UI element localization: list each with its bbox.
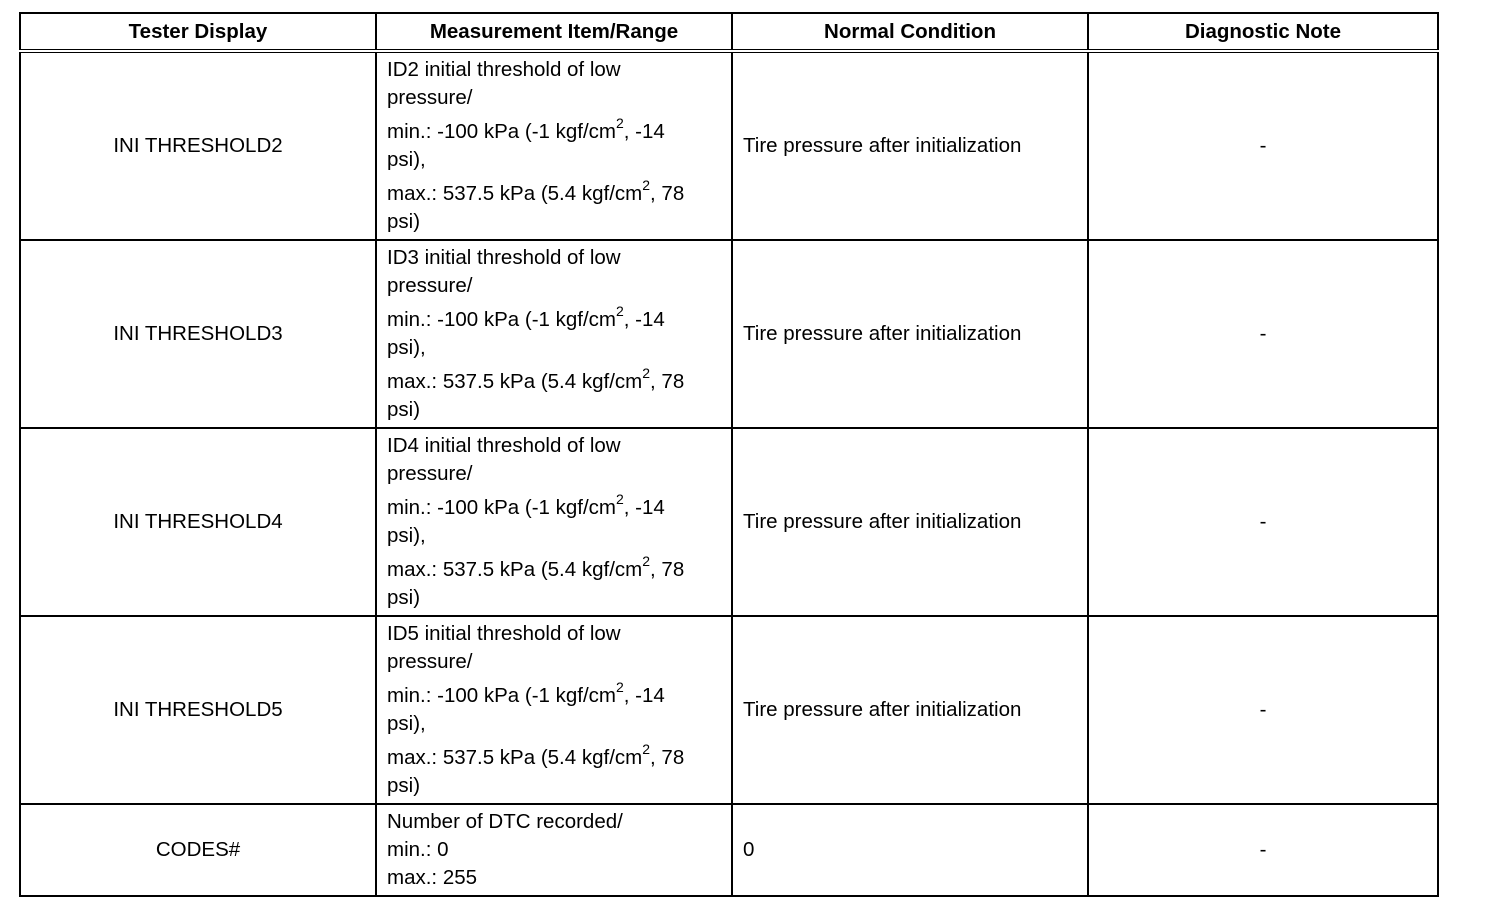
range-min-cont: psi), [387, 336, 426, 359]
range-max-text-end: , 78 [650, 370, 685, 393]
diagnostic-note-cell: - [1088, 240, 1438, 428]
table-row [20, 804, 1438, 896]
table-row [20, 428, 1438, 616]
measurement-range-cell [376, 804, 732, 896]
range-max: max.: 255 [387, 866, 478, 889]
range-max [387, 365, 721, 396]
range-max [387, 741, 721, 772]
range-max-text-end: , 78 [650, 182, 685, 205]
normal-condition-cell: Tire pressure after initialization [732, 616, 1088, 804]
range-min-text: min.: -100 kPa (-1 kgf/cm [387, 308, 616, 331]
range-max-text: max.: 537.5 kPa (5.4 kgf/cm [387, 182, 643, 205]
range-max-cont: psi) [387, 586, 421, 609]
table-row [20, 616, 1438, 804]
range-min [387, 303, 721, 334]
range-description-cont: pressure/ [387, 86, 473, 109]
header-diagnostic-note: Diagnostic Note [1088, 13, 1438, 51]
header-normal-condition: Normal Condition [732, 13, 1088, 51]
range-min-text: min.: -100 kPa (-1 kgf/cm [387, 684, 616, 707]
superscript: 2 [642, 741, 651, 758]
measurement-range-cell [376, 240, 732, 428]
header-tester-display: Tester Display [20, 13, 376, 51]
superscript: 2 [615, 303, 624, 320]
normal-condition-cell: Tire pressure after initialization [732, 51, 1088, 240]
range-max [387, 177, 721, 208]
table-header-row [20, 13, 1438, 51]
range-max [387, 553, 721, 584]
range-min-cont: psi), [387, 712, 426, 735]
range-min-cont: psi), [387, 148, 426, 171]
range-min: min.: 0 [387, 838, 449, 861]
range-min-text: min.: -100 kPa (-1 kgf/cm [387, 496, 616, 519]
measurement-range-cell [376, 428, 732, 616]
range-max-cont: psi) [387, 398, 421, 421]
range-description: ID2 initial threshold of low [387, 58, 621, 81]
tester-display-cell: INI THRESHOLD2 [20, 51, 376, 240]
range-max-text-end: , 78 [650, 746, 685, 769]
tester-display-cell: INI THRESHOLD5 [20, 616, 376, 804]
range-description: Number of DTC recorded/ [387, 810, 623, 833]
range-description: ID5 initial threshold of low [387, 622, 621, 645]
tester-display-cell: CODES# [20, 804, 376, 896]
table-row [20, 51, 1438, 240]
range-min [387, 115, 721, 146]
diagnostic-note-cell: - [1088, 428, 1438, 616]
header-measurement-item-range: Measurement Item/Range [376, 13, 732, 51]
range-min-text-end: , -14 [623, 684, 665, 707]
diagnostic-data-table [19, 12, 1439, 897]
range-description: ID3 initial threshold of low [387, 246, 621, 269]
tester-display-cell: INI THRESHOLD3 [20, 240, 376, 428]
measurement-range-cell [376, 51, 732, 240]
range-max-text-end: , 78 [650, 558, 685, 581]
range-max-cont: psi) [387, 774, 421, 797]
superscript: 2 [615, 115, 624, 132]
range-min-text-end: , -14 [623, 308, 665, 331]
superscript: 2 [642, 177, 651, 194]
range-min-text-end: , -14 [623, 120, 665, 143]
range-max-text: max.: 537.5 kPa (5.4 kgf/cm [387, 370, 643, 393]
range-min-cont: psi), [387, 524, 426, 547]
range-description-cont: pressure/ [387, 650, 473, 673]
range-min-text-end: , -14 [623, 496, 665, 519]
diagnostic-note-cell: - [1088, 616, 1438, 804]
range-min-text: min.: -100 kPa (-1 kgf/cm [387, 120, 616, 143]
range-description-cont: pressure/ [387, 462, 473, 485]
normal-condition-cell: Tire pressure after initialization [732, 240, 1088, 428]
superscript: 2 [615, 491, 624, 508]
range-max-cont: psi) [387, 210, 421, 233]
normal-condition-cell: 0 [732, 804, 1088, 896]
diagnostic-note-cell: - [1088, 51, 1438, 240]
range-min [387, 491, 721, 522]
diagnostic-note-cell: - [1088, 804, 1438, 896]
range-description-cont: pressure/ [387, 274, 473, 297]
superscript: 2 [615, 679, 624, 696]
tester-display-cell: INI THRESHOLD4 [20, 428, 376, 616]
superscript: 2 [642, 365, 651, 382]
measurement-range-cell [376, 616, 732, 804]
range-max-text: max.: 537.5 kPa (5.4 kgf/cm [387, 558, 643, 581]
table-row [20, 240, 1438, 428]
normal-condition-cell: Tire pressure after initialization [732, 428, 1088, 616]
range-min [387, 679, 721, 710]
range-description: ID4 initial threshold of low [387, 434, 621, 457]
range-max-text: max.: 537.5 kPa (5.4 kgf/cm [387, 746, 643, 769]
superscript: 2 [642, 553, 651, 570]
